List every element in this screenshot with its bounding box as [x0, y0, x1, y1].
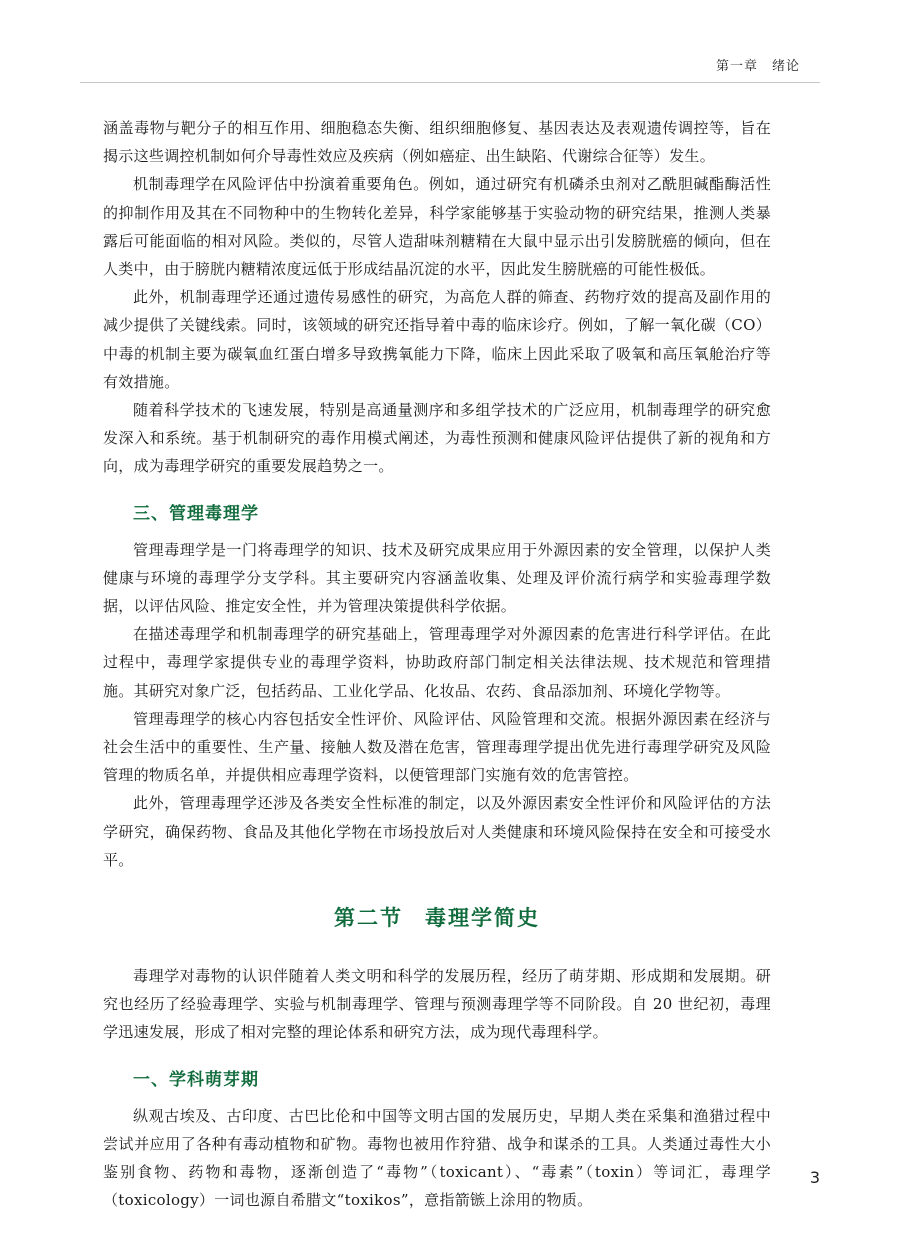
section-title: 毒理学简史: [425, 906, 540, 931]
section-heading: 三、管理毒理学: [133, 503, 259, 524]
paragraph: 机制毒理学在风险评估中扮演着重要角色。例如，通过研究有机磷杀虫剂对乙酰胆碱酯酶活性的抑制作用及其在不同物种中的生物转化差异，科学家能够基于实验动物的研究结果，推测人类暴露后可能面临的相对风险。类似的，尽管人造甜味剂糖精在大鼠中显示出引发膀胱癌的倾向，但在人类中，由于膀胱内糖精浓度远低于形成结晶沉淀的水平，因此发生膀胱癌的可能性极低。: [103, 175, 771, 279]
paragraph: 管理毒理学的核心内容包括安全性评价、风险评估、风险管理和交流。根据外源因素在经济与社会生活中的重要性、生产量、接触人数及潜在危害，管理毒理学提出优先进行毒理学研究及风险管理的物质名单，并提供相应毒理学资料，以便管理部门实施有效的危害管控。: [103, 709, 771, 785]
paragraph: 纵观古埃及、古印度、古巴比伦和中国等文明古国的发展历史，早期人类在采集和渔猎过程中尝试并应用了各种有毒动植物和矿物。毒物也被用作狩猎、战争和谋杀的工具。人类通过毒性大小鉴别食物、药物和毒物，逐渐创造了“毒物”（toxicant）、“毒素”（toxin）等词汇，毒理学（toxicology）一词也源自希腊文“toxikos”，意指箭镞上涂用的物质。: [103, 1106, 771, 1210]
paragraph: 毒理学对毒物的认识伴随着人类文明和科学的发展历程，经历了萌芽期、形成期和发展期。研究也经历了经验毒理学、实验与机制毒理学、管理与预测毒理学等不同阶段。自 20 世纪初，毒理学迅速发展，形成了相对完整的理论体系和研究方法，成为现代毒理科学。: [103, 967, 771, 1042]
paragraph: 管理毒理学是一门将毒理学的知识、技术及研究成果应用于外源因素的安全管理，以保护人类健康与环境的毒理学分支学科。其主要研究内容涵盖收集、处理及评价流行病学和实验毒理学数据，以评估风险、推定安全性，并为管理决策提供科学依据。: [103, 540, 771, 616]
paragraph: 在描述毒理学和机制毒理学的研究基础上，管理毒理学对外源因素的危害进行科学评估。在此过程中，毒理学家提供专业的毒理学资料，协助政府部门制定相关法律法规、技术规范和管理措施。其研究对象广泛，包括药品、工业化学品、化妆品、农药、食品添加剂、环境化学物等。: [103, 625, 771, 700]
section-number: 第二节: [334, 906, 403, 931]
paragraph: 此外，机制毒理学还通过遗传易感性的研究，为高危人群的筛查、药物疗效的提高及副作用的减少提供了关键线索。同时，该领域的研究还指导着中毒的临床诊疗。例如，了解一氧化碳（CO）中毒的机制主要为碳氧血红蛋白增多导致携氧能力下降，临床上因此采取了吸氧和高压氧舱治疗等有效措施。: [103, 288, 771, 391]
page-body: [103, 114, 771, 1215]
header-title: 绪论: [771, 59, 800, 74]
paragraph: 随着科学技术的飞速发展，特别是高通量测序和多组学技术的广泛应用，机制毒理学的研究愈发深入和系统。基于机制研究的毒作用模式阐述，为毒性预测和健康风险评估提供了新的视角和方向，成为毒理学研究的重要发展趋势之一。: [103, 401, 771, 476]
header-chapter: 第一章: [715, 59, 758, 74]
running-header: [716, 55, 800, 74]
paragraph: 此外，管理毒理学还涉及各类安全性标准的制定，以及外源因素安全性评价和风险评估的方法学研究，确保药物、食品及其他化学物在市场投放后对人类健康和环境风险保持在安全和可接受水平。: [103, 794, 771, 869]
page-number: 3: [809, 1168, 820, 1187]
header-rule: [80, 82, 820, 83]
section-heading: 一、学科萌芽期: [133, 1069, 259, 1090]
chapter-section-title: [103, 902, 771, 932]
paragraph: 涵盖毒物与靶分子的相互作用、细胞稳态失衡、组织细胞修复、基因表达及表观遗传调控等，旨在揭示这些调控机制如何介导毒性效应及疾病（例如癌症、出生缺陷、代谢综合征等）发生。: [103, 119, 771, 166]
